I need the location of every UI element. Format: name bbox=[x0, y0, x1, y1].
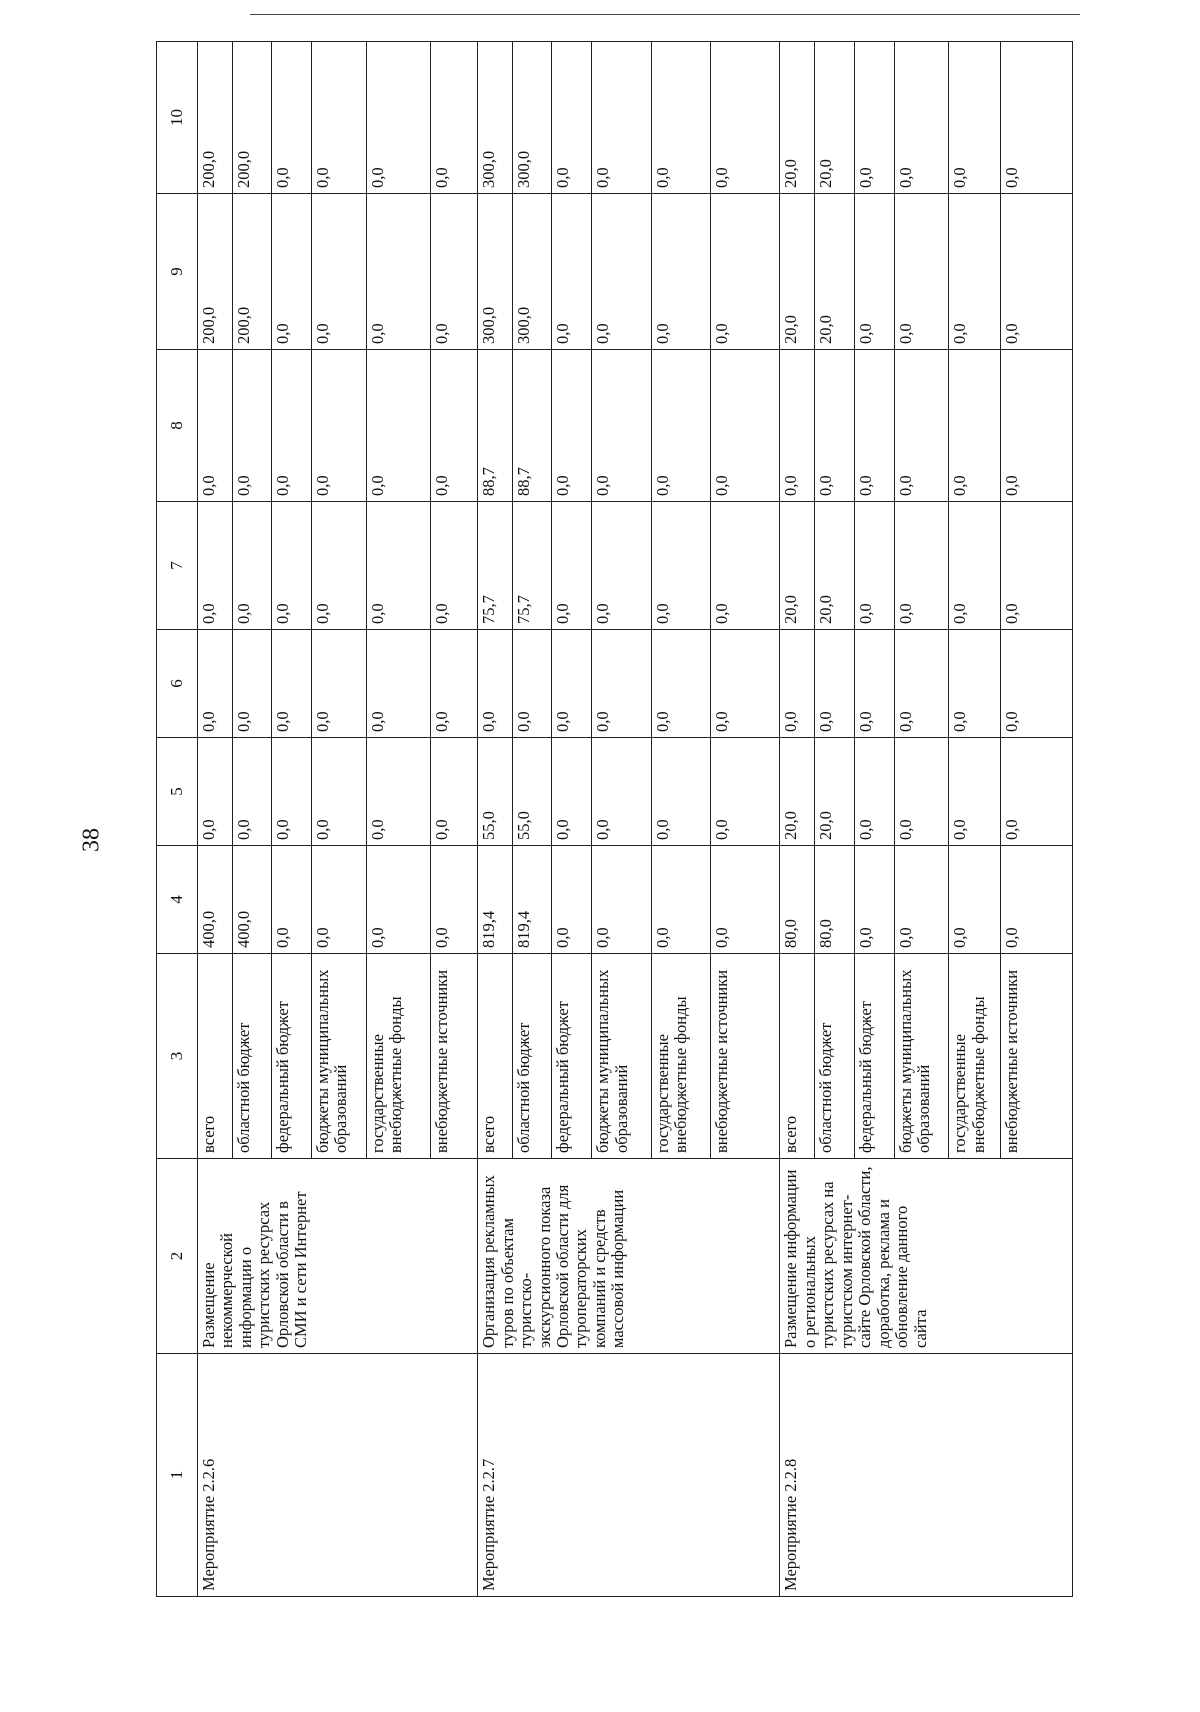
value-cell: 0,0 bbox=[1001, 502, 1073, 630]
funding-source-cell: всего bbox=[478, 954, 513, 1159]
funding-source-cell: государственные внебюджетные фонды bbox=[949, 954, 1001, 1159]
value-cell: 0,0 bbox=[232, 630, 272, 738]
funding-source-cell: областной бюджет bbox=[815, 954, 855, 1159]
value-cell: 0,0 bbox=[949, 846, 1001, 954]
value-cell: 0,0 bbox=[312, 846, 367, 954]
page-number-text: 38 bbox=[78, 828, 105, 852]
value-cell: 0,0 bbox=[651, 846, 710, 954]
funding-source-cell: всего bbox=[198, 954, 233, 1159]
value-cell: 0,0 bbox=[949, 42, 1001, 194]
value-cell: 0,0 bbox=[512, 630, 552, 738]
col-header: 1 bbox=[157, 1354, 198, 1597]
value-cell: 0,0 bbox=[854, 194, 894, 350]
top-rule bbox=[250, 14, 1080, 15]
value-cell: 0,0 bbox=[552, 350, 592, 502]
value-cell: 0,0 bbox=[949, 738, 1001, 846]
value-cell: 0,0 bbox=[894, 630, 949, 738]
value-cell: 0,0 bbox=[552, 630, 592, 738]
value-cell: 0,0 bbox=[552, 194, 592, 350]
value-cell: 0,0 bbox=[431, 630, 478, 738]
value-cell: 0,0 bbox=[592, 42, 651, 194]
table-body bbox=[198, 42, 1073, 1597]
value-cell: 0,0 bbox=[780, 630, 815, 738]
value-cell: 0,0 bbox=[198, 502, 233, 630]
value-cell: 0,0 bbox=[711, 846, 780, 954]
value-cell: 0,0 bbox=[651, 630, 710, 738]
col-header: 2 bbox=[157, 1159, 198, 1354]
value-cell: 0,0 bbox=[366, 846, 430, 954]
value-cell: 0,0 bbox=[711, 738, 780, 846]
value-cell: 200,0 bbox=[198, 42, 233, 194]
col-header: 7 bbox=[157, 502, 198, 630]
value-cell: 0,0 bbox=[1001, 350, 1073, 502]
value-cell: 0,0 bbox=[949, 350, 1001, 502]
value-cell: 0,0 bbox=[431, 502, 478, 630]
value-cell: 300,0 bbox=[478, 194, 513, 350]
value-cell: 0,0 bbox=[711, 350, 780, 502]
value-cell: 0,0 bbox=[198, 350, 233, 502]
value-cell: 0,0 bbox=[312, 42, 367, 194]
value-cell: 400,0 bbox=[198, 846, 233, 954]
value-cell: 0,0 bbox=[651, 350, 710, 502]
event-cell: Мероприятие 2.2.8 bbox=[780, 1354, 1073, 1597]
value-cell: 0,0 bbox=[894, 194, 949, 350]
value-cell: 0,0 bbox=[651, 502, 710, 630]
value-cell: 0,0 bbox=[366, 738, 430, 846]
funding-source-cell: внебюджетные источники bbox=[711, 954, 780, 1159]
col-header: 8 bbox=[157, 350, 198, 502]
event-name-cell: Размещение некоммерческой информации о туристских ресурсах Орловской области в СМИ и сети Интернет bbox=[198, 1159, 478, 1354]
value-cell: 0,0 bbox=[1001, 630, 1073, 738]
value-cell: 0,0 bbox=[854, 502, 894, 630]
value-cell: 20,0 bbox=[815, 502, 855, 630]
value-cell: 0,0 bbox=[431, 738, 478, 846]
value-cell: 0,0 bbox=[272, 350, 312, 502]
rotated-page bbox=[156, 42, 1073, 1597]
value-cell: 200,0 bbox=[198, 194, 233, 350]
value-cell: 0,0 bbox=[198, 630, 233, 738]
value-cell: 0,0 bbox=[431, 42, 478, 194]
funding-source-cell: федеральный бюджет bbox=[272, 954, 312, 1159]
value-cell: 88,7 bbox=[512, 350, 552, 502]
value-cell: 0,0 bbox=[949, 630, 1001, 738]
value-cell: 0,0 bbox=[711, 502, 780, 630]
value-cell: 0,0 bbox=[711, 42, 780, 194]
funding-source-cell: всего bbox=[780, 954, 815, 1159]
value-cell: 0,0 bbox=[1001, 42, 1073, 194]
value-cell: 819,4 bbox=[478, 846, 513, 954]
value-cell: 0,0 bbox=[854, 630, 894, 738]
table-row bbox=[780, 42, 815, 1597]
value-cell: 0,0 bbox=[1001, 846, 1073, 954]
col-header: 10 bbox=[157, 42, 198, 194]
funding-source-cell: бюджеты муниципальных образований bbox=[592, 954, 651, 1159]
value-cell: 20,0 bbox=[815, 42, 855, 194]
value-cell: 20,0 bbox=[780, 502, 815, 630]
value-cell: 0,0 bbox=[711, 194, 780, 350]
value-cell: 0,0 bbox=[366, 630, 430, 738]
value-cell: 0,0 bbox=[592, 194, 651, 350]
col-header: 5 bbox=[157, 738, 198, 846]
value-cell: 0,0 bbox=[366, 42, 430, 194]
col-header: 9 bbox=[157, 194, 198, 350]
value-cell: 0,0 bbox=[272, 846, 312, 954]
value-cell: 0,0 bbox=[366, 350, 430, 502]
funding-source-cell: внебюджетные источники bbox=[431, 954, 478, 1159]
budget-table bbox=[156, 41, 1073, 1597]
funding-source-cell: бюджеты муниципальных образований bbox=[894, 954, 949, 1159]
value-cell: 55,0 bbox=[478, 738, 513, 846]
value-cell: 0,0 bbox=[312, 630, 367, 738]
value-cell: 0,0 bbox=[552, 502, 592, 630]
value-cell: 400,0 bbox=[232, 846, 272, 954]
value-cell: 0,0 bbox=[312, 738, 367, 846]
value-cell: 20,0 bbox=[815, 194, 855, 350]
value-cell: 0,0 bbox=[854, 42, 894, 194]
value-cell: 0,0 bbox=[894, 846, 949, 954]
table-row bbox=[478, 42, 513, 1597]
header-row bbox=[157, 42, 198, 1597]
value-cell: 0,0 bbox=[312, 350, 367, 502]
event-name-cell: Организация рекламных туров по объектам туристско-экскурсионного показа Орловской области для туроператорских компаний и средств массовой информации bbox=[478, 1159, 780, 1354]
value-cell: 75,7 bbox=[512, 502, 552, 630]
value-cell: 0,0 bbox=[431, 350, 478, 502]
value-cell: 80,0 bbox=[780, 846, 815, 954]
value-cell: 0,0 bbox=[894, 502, 949, 630]
value-cell: 0,0 bbox=[592, 738, 651, 846]
value-cell: 80,0 bbox=[815, 846, 855, 954]
col-header: 3 bbox=[157, 954, 198, 1159]
value-cell: 0,0 bbox=[780, 350, 815, 502]
value-cell: 0,0 bbox=[592, 630, 651, 738]
value-cell: 0,0 bbox=[312, 502, 367, 630]
value-cell: 300,0 bbox=[512, 194, 552, 350]
funding-source-cell: государственные внебюджетные фонды bbox=[651, 954, 710, 1159]
event-cell: Мероприятие 2.2.7 bbox=[478, 1354, 780, 1597]
value-cell: 0,0 bbox=[894, 738, 949, 846]
event-name-cell: Размещение информации о региональных туристских ресурсах на туристском интернет-сайте Орловской области, доработка, реклама и обновление данного сайта bbox=[780, 1159, 1073, 1354]
value-cell: 0,0 bbox=[232, 738, 272, 846]
table-row bbox=[198, 42, 233, 1597]
value-cell: 0,0 bbox=[592, 502, 651, 630]
value-cell: 0,0 bbox=[431, 194, 478, 350]
value-cell: 0,0 bbox=[854, 350, 894, 502]
value-cell: 300,0 bbox=[512, 42, 552, 194]
value-cell: 0,0 bbox=[651, 194, 710, 350]
funding-source-cell: областной бюджет bbox=[512, 954, 552, 1159]
value-cell: 0,0 bbox=[272, 502, 312, 630]
value-cell: 0,0 bbox=[651, 738, 710, 846]
value-cell: 20,0 bbox=[780, 738, 815, 846]
value-cell: 0,0 bbox=[232, 502, 272, 630]
value-cell: 0,0 bbox=[1001, 194, 1073, 350]
value-cell: 75,7 bbox=[478, 502, 513, 630]
value-cell: 0,0 bbox=[854, 738, 894, 846]
value-cell: 0,0 bbox=[272, 42, 312, 194]
value-cell: 55,0 bbox=[512, 738, 552, 846]
value-cell: 0,0 bbox=[894, 350, 949, 502]
value-cell: 0,0 bbox=[366, 194, 430, 350]
value-cell: 0,0 bbox=[272, 738, 312, 846]
value-cell: 0,0 bbox=[1001, 738, 1073, 846]
value-cell: 200,0 bbox=[232, 42, 272, 194]
value-cell: 0,0 bbox=[949, 502, 1001, 630]
col-header: 4 bbox=[157, 846, 198, 954]
value-cell: 0,0 bbox=[232, 350, 272, 502]
value-cell: 0,0 bbox=[711, 630, 780, 738]
value-cell: 0,0 bbox=[949, 194, 1001, 350]
col-header: 6 bbox=[157, 630, 198, 738]
value-cell: 0,0 bbox=[552, 846, 592, 954]
funding-source-cell: федеральный бюджет bbox=[552, 954, 592, 1159]
value-cell: 20,0 bbox=[780, 194, 815, 350]
value-cell: 20,0 bbox=[780, 42, 815, 194]
value-cell: 0,0 bbox=[592, 846, 651, 954]
value-cell: 300,0 bbox=[478, 42, 513, 194]
value-cell: 0,0 bbox=[198, 738, 233, 846]
funding-source-cell: внебюджетные источники bbox=[1001, 954, 1073, 1159]
funding-source-cell: областной бюджет bbox=[232, 954, 272, 1159]
funding-source-cell: бюджеты муниципальных образований bbox=[312, 954, 367, 1159]
value-cell: 0,0 bbox=[592, 350, 651, 502]
value-cell: 0,0 bbox=[272, 630, 312, 738]
value-cell: 0,0 bbox=[894, 42, 949, 194]
value-cell: 0,0 bbox=[431, 846, 478, 954]
funding-source-cell: государственные внебюджетные фонды bbox=[366, 954, 430, 1159]
value-cell: 0,0 bbox=[478, 630, 513, 738]
value-cell: 0,0 bbox=[312, 194, 367, 350]
value-cell: 0,0 bbox=[651, 42, 710, 194]
value-cell: 0,0 bbox=[366, 502, 430, 630]
value-cell: 200,0 bbox=[232, 194, 272, 350]
value-cell: 0,0 bbox=[815, 350, 855, 502]
value-cell: 0,0 bbox=[552, 42, 592, 194]
event-cell: Мероприятие 2.2.6 bbox=[198, 1354, 478, 1597]
value-cell: 0,0 bbox=[815, 630, 855, 738]
funding-source-cell: федеральный бюджет bbox=[854, 954, 894, 1159]
value-cell: 819,4 bbox=[512, 846, 552, 954]
value-cell: 88,7 bbox=[478, 350, 513, 502]
value-cell: 0,0 bbox=[854, 846, 894, 954]
value-cell: 0,0 bbox=[272, 194, 312, 350]
value-cell: 20,0 bbox=[815, 738, 855, 846]
value-cell: 0,0 bbox=[552, 738, 592, 846]
